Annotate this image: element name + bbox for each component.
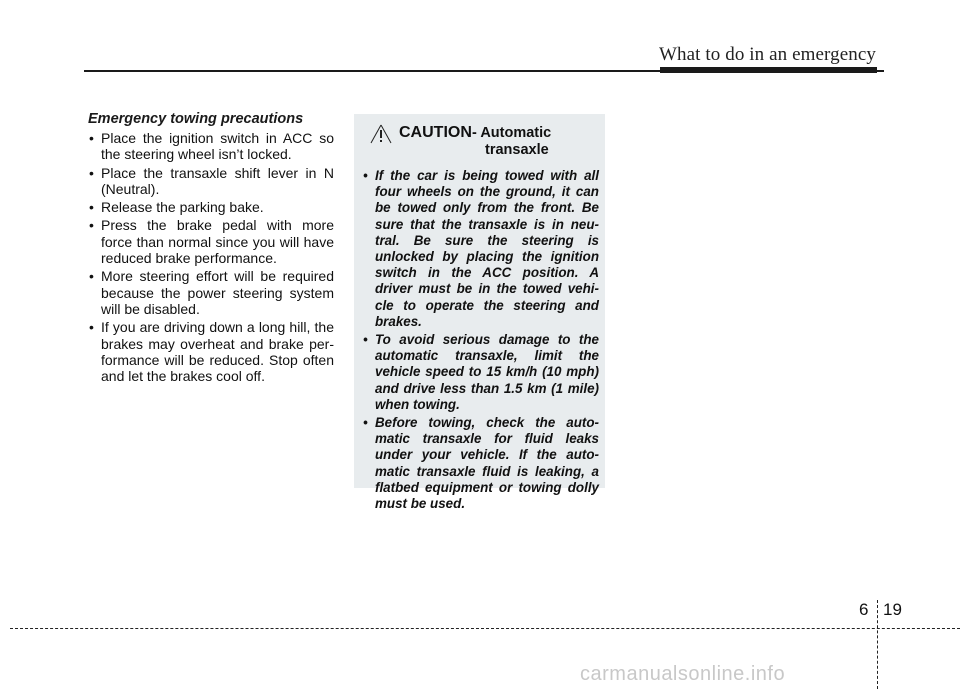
list-item: • Release the parking bake.: [88, 199, 334, 215]
footer-divider: [877, 600, 878, 689]
towing-precautions-heading: Emergency towing precautions: [88, 111, 304, 127]
page-number: 19: [883, 600, 902, 619]
caution-box: [354, 114, 605, 512]
caution-header: [362, 122, 599, 168]
caution-item: • Before towing, check the auto-matic transaxle for fluid leaks under your vehicle. If the auto-matic transaxle fluid is leaking, a flatbed equipment or towing dolly must be used.: [362, 415, 599, 512]
caution-subtitle-line1: - Automatic: [472, 125, 552, 141]
caution-item: • If the car is being towed with all four wheels on the ground, it can be towed only from the front. Be sure that the transaxle is in neu-tral. Be sure the steering is unlocked by placing the ignition switch in the ACC position. A driver must be in the towed vehi-cle to operate the steering and brakes.: [362, 168, 599, 330]
list-item: • More steering effort will be required because the power steering system will be disabled.: [88, 268, 334, 317]
footer-rule: [10, 628, 960, 629]
caution-item: • To avoid serious damage to the automatic transaxle, limit the vehicle speed to 15 km/h (10 mph) and drive less than 1.5 km (1 mile) when towing.: [362, 332, 599, 413]
warning-triangle-icon: [370, 124, 392, 144]
caution-subtitle: [472, 125, 582, 159]
towing-precautions-section: [88, 111, 334, 386]
caution-label: CAUTION: [399, 124, 472, 141]
section-title: What to do in an emergency: [659, 44, 876, 65]
caution-subtitle-line2: transaxle: [485, 142, 549, 158]
towing-precautions-list: [88, 130, 334, 384]
header-rule-accent: [660, 67, 877, 73]
watermark: carmanualsonline.info: [580, 663, 786, 685]
list-item: • Place the ignition switch in ACC so the steering wheel isn’t locked.: [88, 130, 334, 163]
chapter-number: 6: [859, 600, 869, 619]
list-item: • Press the brake pedal with more force than normal since you will have reduced brake performance.: [88, 217, 334, 266]
list-item: • If you are driving down a long hill, the brakes may overheat and brake per-formance will be reduced. Stop often and let the brakes cool off.: [88, 319, 334, 384]
list-item: • Place the transaxle shift lever in N (Neutral).: [88, 165, 334, 198]
caution-list: [362, 168, 599, 512]
